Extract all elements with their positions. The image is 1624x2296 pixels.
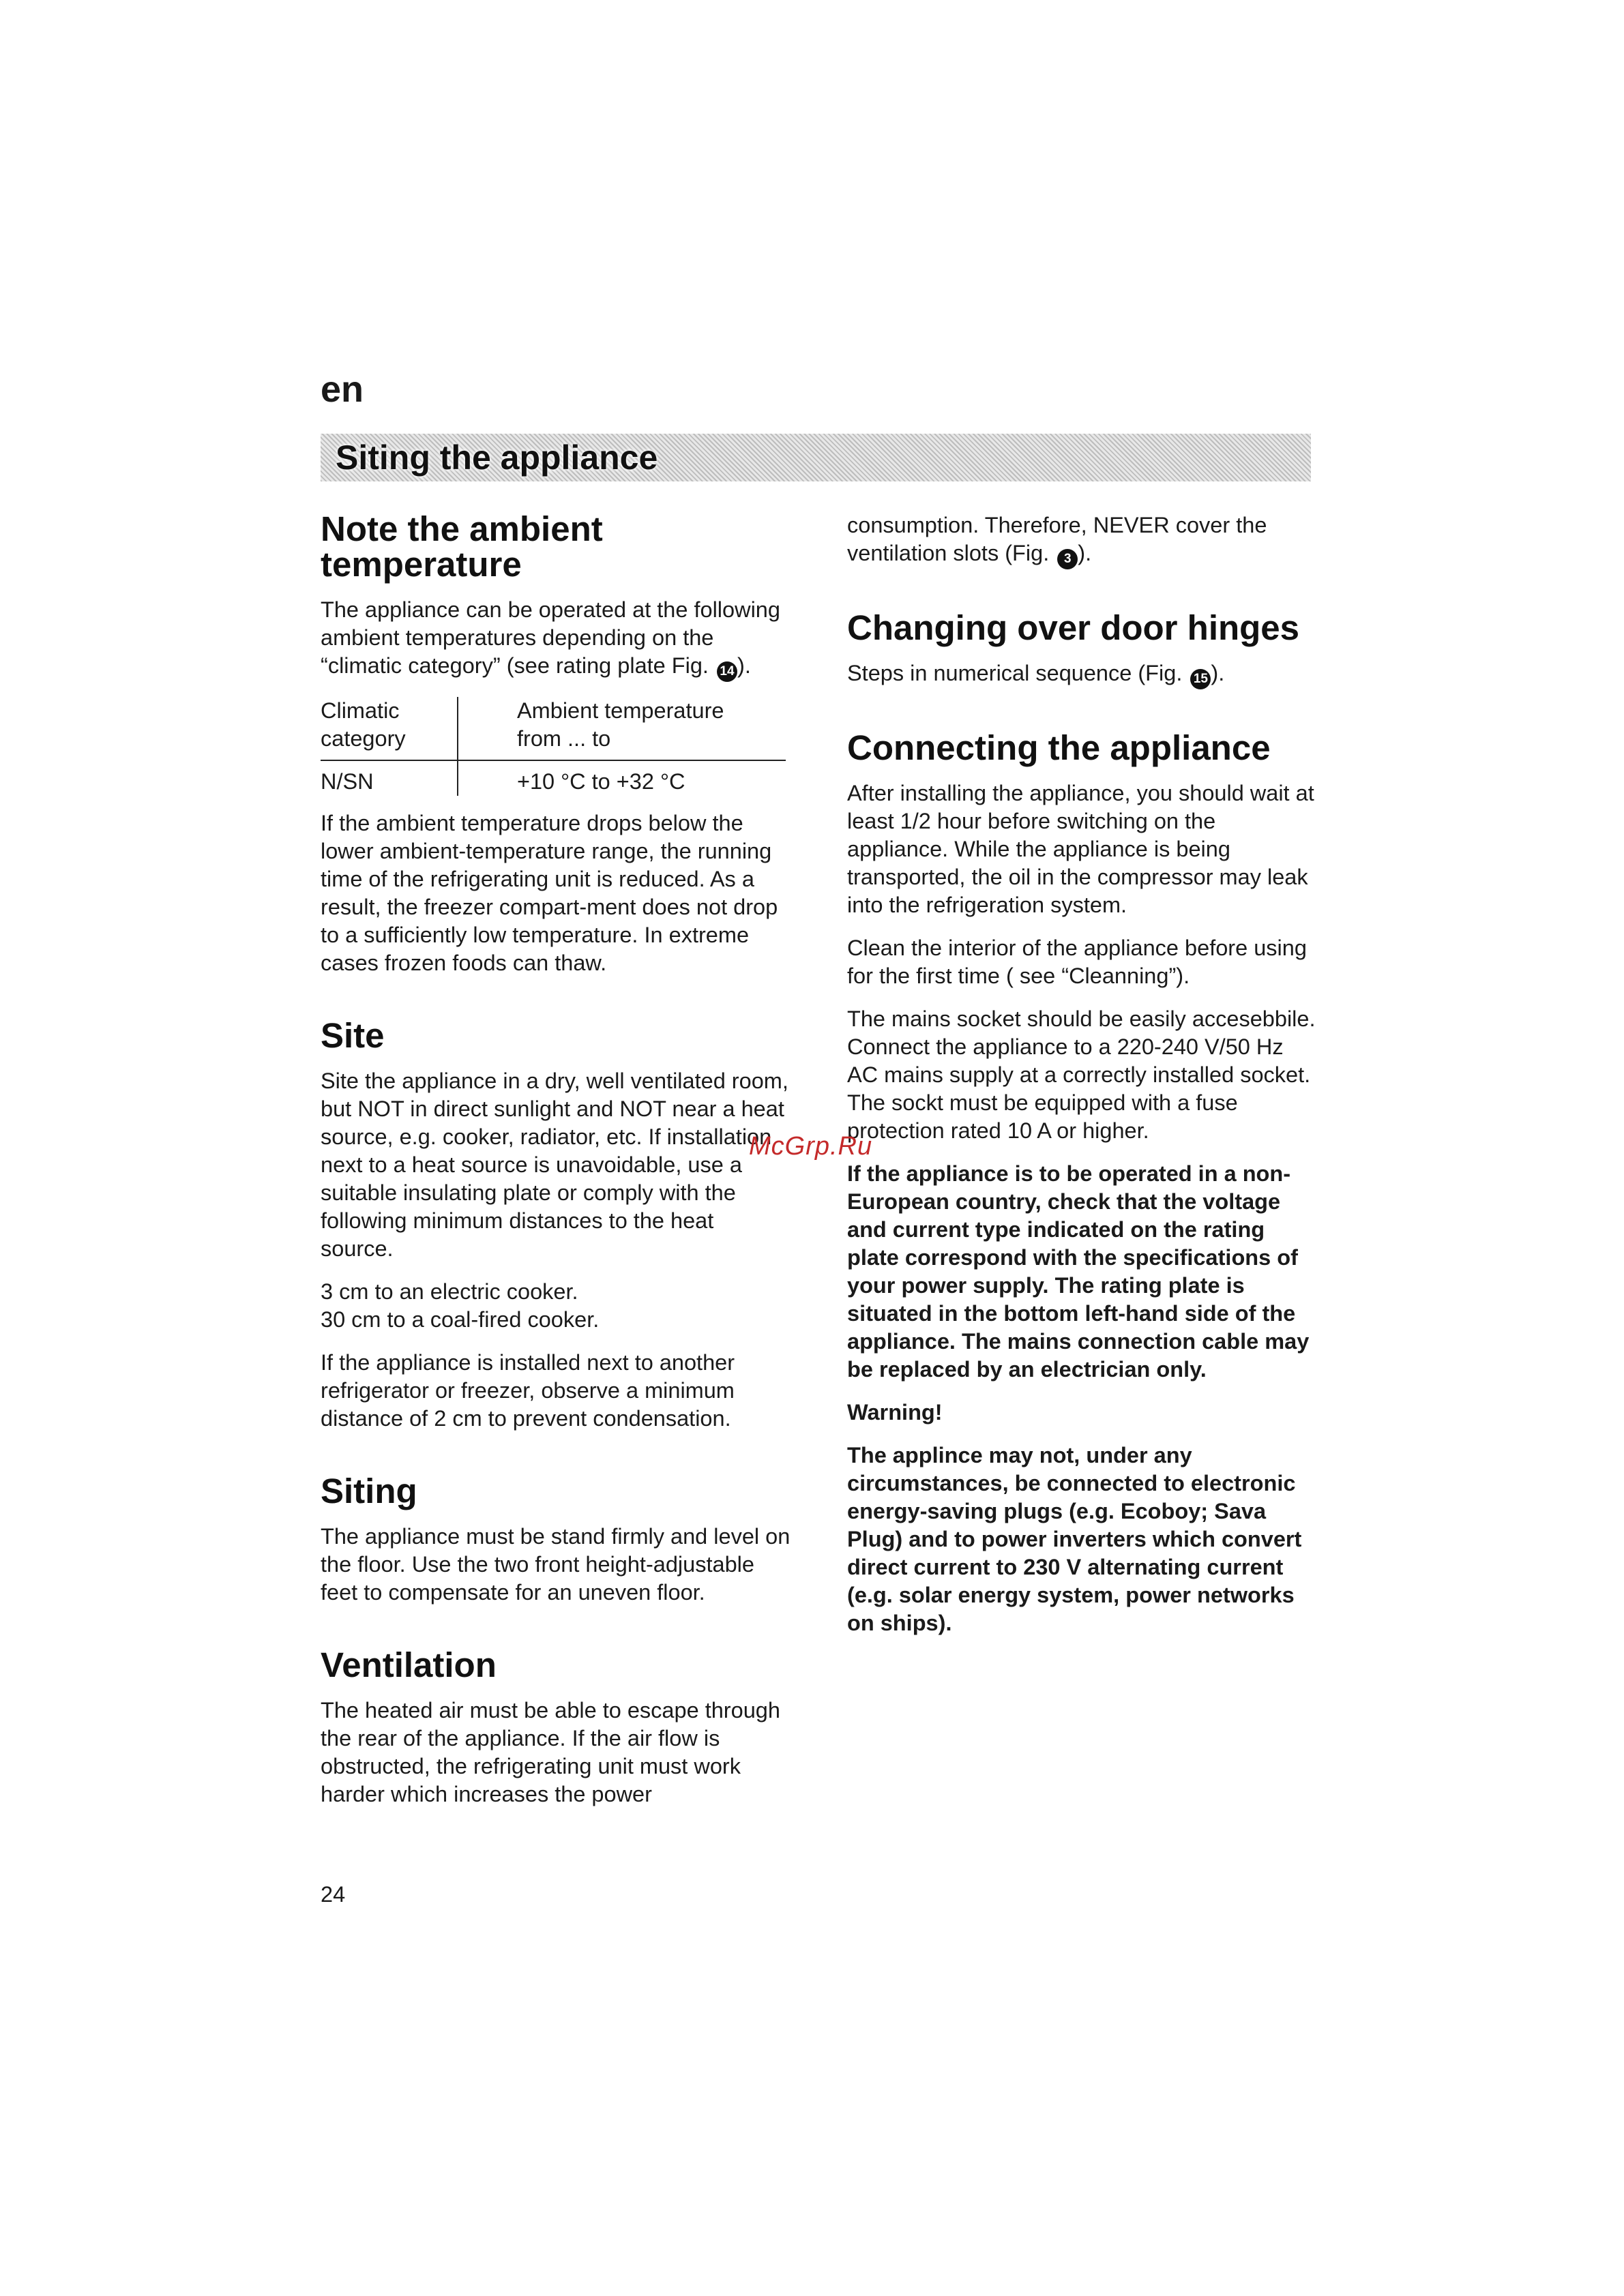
figure-number-badge: 15 [1190, 669, 1211, 689]
page-number: 24 [321, 1882, 346, 1907]
figure-number-badge: 3 [1057, 549, 1078, 569]
figure-number-badge: 14 [717, 661, 737, 682]
right-column [847, 511, 1318, 1652]
siting-heading: Siting [321, 1472, 417, 1510]
site-distances: 3 cm to an electric cooker. 30 cm to a coal-fired cooker. [321, 1279, 600, 1332]
hinges-paragraph: Steps in numerical sequence (Fig. 15 ). [847, 659, 1318, 689]
warning-text: The applince may not, under any circumstances, be connected to electronic energy-saving plugs (e.g. Ecoboy; Sava Plug) and to power inverters which convert direct current to 230 V alternating current (e.g. solar energy system, power networks on ships). [847, 1443, 1302, 1635]
site-paragraph-2: If the appliance is installed next to another refrigerator or freezer, observe a minimum distance of 2 cm to prevent condensation. [321, 1350, 735, 1431]
left-column [321, 511, 791, 1823]
ventilation-heading: Ventilation [321, 1645, 497, 1684]
language-code: en [321, 369, 364, 410]
ventilation-continued: consumption. Therefore, NEVER cover the ventilation slots (Fig. 3 ). [847, 511, 1318, 569]
table-header-row [321, 697, 786, 760]
ambient-heading: Note the ambient temperature [321, 509, 603, 584]
ambient-body: If the ambient temperature drops below the lower ambient-temperature range, the running time of the refrigerating unit is reduced. As a result, the freezer compart-ment does not drop to a sufficiently low temperature. In extreme cases frozen foods can thaw. [321, 811, 778, 975]
ambient-intro: The appliance can be operated at the following ambient temperatures depending on the “climatic category” (see rating plate Fig. 14 ). [321, 596, 791, 682]
section-banner [321, 434, 1311, 481]
table-cell-range: +10 °C to +32 °C [517, 769, 685, 794]
connecting-paragraph-1: After installing the appliance, you should wait at least 1/2 hour before switching on the appliance. While the appliance is being transported, the oil in the compressor may leak into the refrigeration system. [847, 781, 1314, 917]
connecting-notice: If the appliance is to be operated in a non-European country, check that the voltage and current type indicated on the rating plate correspond with the specifications of your power supply. The rating plate is situated in the bottom left-hand side of the appliance. The mains connection cable may be replaced by an electrician only. [847, 1161, 1310, 1382]
hinges-heading: Changing over door hinges [847, 608, 1300, 647]
ventilation-paragraph: The heated air must be able to escape through the rear of the appliance. If the air flow is obstructed, the refrigerating unit must work harder which increases the power [321, 1698, 780, 1806]
warning-label: Warning! [847, 1400, 943, 1425]
siting-paragraph: The appliance must be stand firmly and level on the floor. Use the two front height-adjustable feet to compensate for an uneven floor. [321, 1524, 791, 1605]
connecting-paragraph-3: The mains socket should be easily accesebbile. Connect the appliance to a 220-240 V/50 Hz AC mains supply at a correctly installed socket. The sockt must be equipped with a fuse protection rated 10 A or higher. [847, 1007, 1316, 1143]
connecting-heading: Connecting the appliance [847, 728, 1271, 767]
connecting-paragraph-2: Clean the interior of the appliance before using for the first time ( see “Cleanning”). [847, 936, 1307, 988]
table-header-category: Climatic category [321, 698, 406, 751]
table-row [321, 761, 786, 796]
table-column-divider [457, 697, 458, 796]
site-heading: Site [321, 1016, 385, 1055]
section-title: Siting the appliance [336, 438, 658, 477]
site-paragraph: Site the appliance in a dry, well ventilated room, but NOT in direct sunlight and NOT near a heat source, e.g. cooker, radiator, etc. If installation next to a heat source is unavoidable, use a suitable insulating plate or comply with the following minimum distances to the heat source. [321, 1069, 788, 1261]
watermark: McGrp.Ru [749, 1132, 873, 1161]
table-cell-category: N/SN [321, 769, 374, 794]
table-header-temperature: Ambient temperature from ... to [517, 698, 724, 751]
climatic-category-table [321, 697, 786, 796]
